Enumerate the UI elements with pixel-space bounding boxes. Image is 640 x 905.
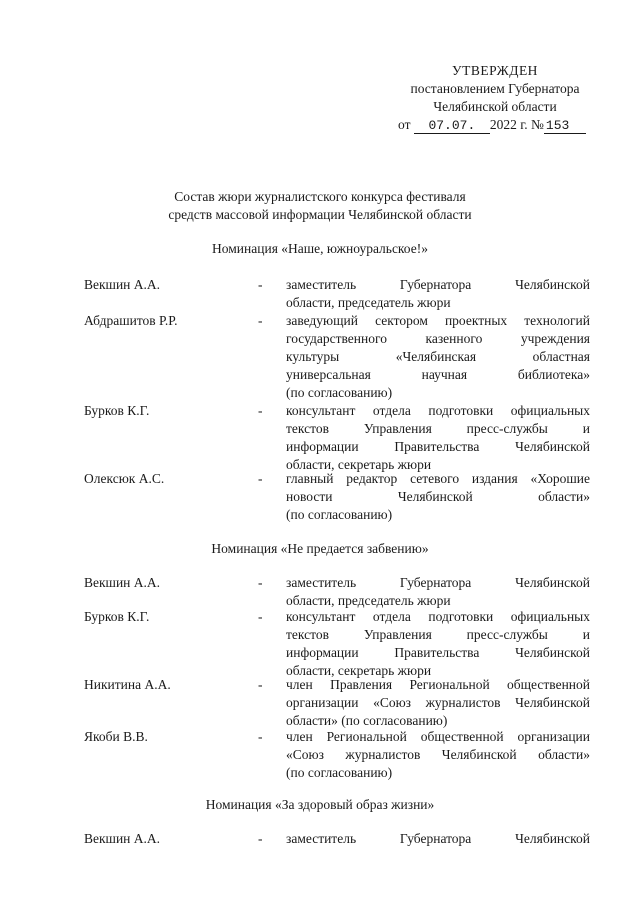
member-name: Якоби В.В. <box>84 729 148 744</box>
member-role-line: области, секретарь жюри <box>286 663 432 678</box>
nomination-title: Номинация «Наше, южноуральское!» <box>212 241 428 256</box>
approval-date-prefix: от <box>398 117 411 132</box>
member-role-line: член Региональной общественной организации <box>286 729 590 744</box>
member-role-line: текстов Управления пресс-службы и <box>286 627 590 642</box>
member-name: Бурков К.Г. <box>84 609 150 624</box>
member-role-line: заместитель Губернатора Челябинской <box>286 831 590 846</box>
member-role <box>286 402 590 474</box>
approval-block <box>380 62 610 133</box>
member-role-line: заместитель Губернатора Челябинской <box>286 277 590 292</box>
member-role-line: информации Правительства Челябинской <box>286 645 590 660</box>
member-role-line: области» (по согласованию) <box>286 713 448 728</box>
approval-line-1: постановлением Губернатора <box>410 81 580 96</box>
member-role <box>286 574 590 610</box>
member-dash: - <box>258 729 263 744</box>
nomination-title: Номинация «За здоровый образ жизни» <box>205 797 435 812</box>
member-role-line: заведующий сектором проектных технологий <box>286 313 590 328</box>
member-name: Векшин А.А. <box>84 831 161 846</box>
approval-date-line <box>398 116 586 134</box>
member-role-line: консультант отдела подготовки официальных <box>286 403 590 418</box>
member-role-line: консультант отдела подготовки официальных <box>286 609 590 624</box>
member-role-line: главный редактор сетевого издания «Хорошие <box>286 471 590 486</box>
member-role-line: информации Правительства Челябинской <box>286 439 590 454</box>
approval-number-value: 153 <box>545 118 570 133</box>
member-name: Никитина А.А. <box>84 677 171 692</box>
member-role-line: текстов Управления пресс-службы и <box>286 421 590 436</box>
member-role <box>286 830 590 848</box>
document-heading <box>0 188 640 224</box>
member-role <box>286 470 590 524</box>
member-role <box>286 608 590 680</box>
member-dash: - <box>258 403 263 418</box>
member-name: Векшин А.А. <box>84 575 161 590</box>
member-role-line: организации «Союз журналистов Челябинской <box>286 695 590 710</box>
approval-date-field <box>414 117 490 134</box>
member-role-line: универсальная научная библиотека» <box>286 367 590 382</box>
approval-title: УТВЕРЖДЕН <box>452 63 538 78</box>
member-role-line: новости Челябинской области» <box>286 489 590 504</box>
member-dash: - <box>258 277 263 292</box>
member-role-line: член Правления Региональной общественной <box>286 677 590 692</box>
approval-date-value: 07.07. <box>428 118 476 133</box>
member-name: Бурков К.Г. <box>84 403 150 418</box>
member-role <box>286 676 590 730</box>
member-role <box>286 276 590 312</box>
member-role-line: государственного казенного учреждения <box>286 331 590 346</box>
member-dash: - <box>258 313 263 328</box>
approval-date-year: 2022 г. № <box>489 117 544 132</box>
member-role <box>286 312 590 402</box>
member-role-line: (по согласованию) <box>286 507 393 522</box>
nomination-title: Номинация «Не предается забвению» <box>211 541 429 556</box>
member-role-line: культуры «Челябинская областная <box>286 349 590 364</box>
member-role-line: области, председатель жюри <box>286 295 451 310</box>
member-dash: - <box>258 831 263 846</box>
member-role-line: «Союз журналистов Челябинской области» <box>286 747 590 762</box>
approval-line-2: Челябинской области <box>433 99 557 114</box>
member-role-line: (по согласованию) <box>286 385 393 400</box>
document-heading-line-1: Состав жюри журналистского конкурса фестиваля <box>174 189 466 204</box>
member-role-line: области, секретарь жюри <box>286 457 432 472</box>
member-role-line: области, председатель жюри <box>286 593 451 608</box>
member-role-line: заместитель Губернатора Челябинской <box>286 575 590 590</box>
member-dash: - <box>258 471 263 486</box>
member-role-line: (по согласованию) <box>286 765 393 780</box>
member-dash: - <box>258 677 263 692</box>
member-role <box>286 728 590 782</box>
document-heading-line-2: средств массовой информации Челябинской области <box>168 207 472 222</box>
member-name: Векшин А.А. <box>84 277 161 292</box>
member-dash: - <box>258 575 263 590</box>
member-name: Олексюк А.С. <box>84 471 165 486</box>
member-name: Абдрашитов Р.Р. <box>84 313 178 328</box>
member-dash: - <box>258 609 263 624</box>
approval-number-field <box>544 117 586 134</box>
